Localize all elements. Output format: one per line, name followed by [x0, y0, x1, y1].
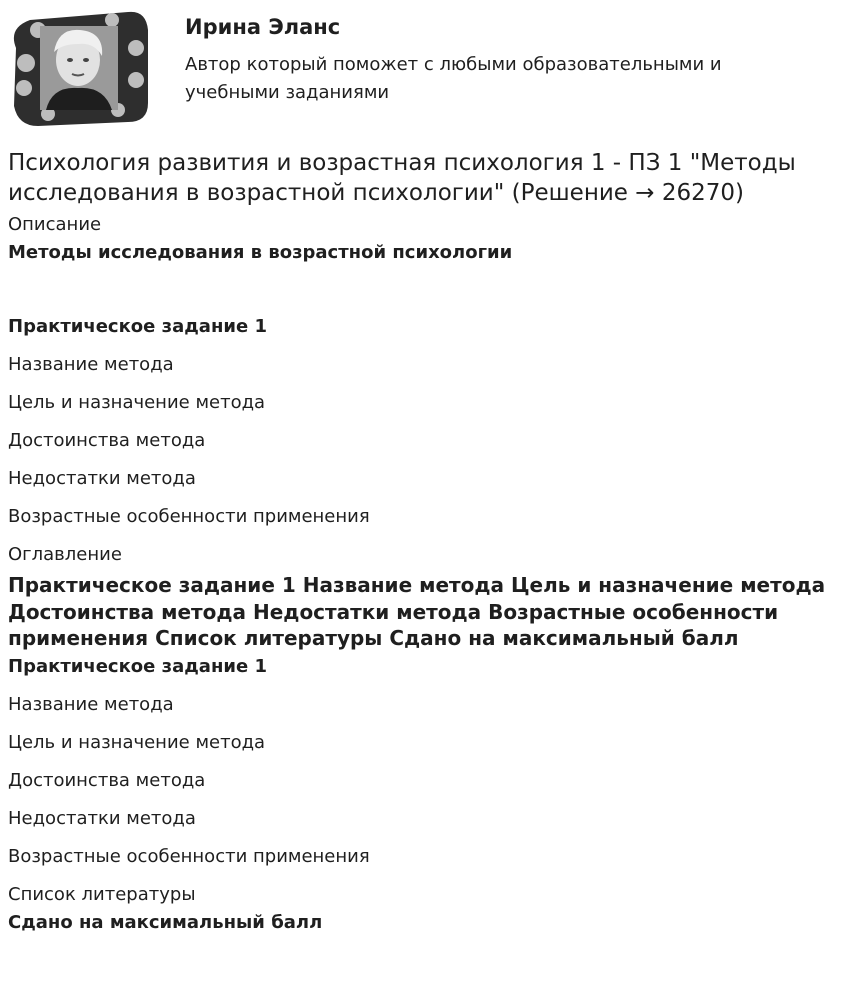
section2-item: Возрастные особенности применения	[8, 845, 370, 867]
section2-item: Цель и назначение метода	[8, 731, 266, 753]
work-content	[8, 148, 838, 934]
section2-item: Достоинства метода	[8, 769, 206, 791]
section2-footer: Сдано на максимальный балл	[8, 911, 323, 933]
section1-item: Возрастные особенности применения	[8, 506, 370, 527]
author-card	[0, 0, 847, 140]
section1-item: Недостатки метода	[8, 468, 196, 489]
section1-heading: Практическое задание 1	[8, 316, 267, 337]
toc-text: Практическое задание 1 Название метода Цель и назначение метода Достоинства метода Недостатки метода Возрастные особенности применения Список литературы Сдано на максимальный балл	[8, 573, 826, 650]
description-heading: Методы исследования в возрастной психологии	[8, 242, 513, 263]
page-title: Психология развития и возрастная психология 1 - ПЗ 1 "Методы исследования в возрастной психологии" (Решение → 26270)	[8, 150, 796, 206]
spacer	[8, 264, 838, 316]
section1-item: Название метода	[8, 354, 174, 375]
section2-heading: Практическое задание 1	[8, 655, 267, 677]
avatar	[8, 8, 150, 126]
section2-item: Название метода	[8, 693, 174, 715]
author-description: Автор который поможет с любыми образовательными и учебными заданиями	[185, 54, 722, 103]
author-name[interactable]: Ирина Эланс	[185, 15, 341, 39]
section2-item: Список литературы	[8, 883, 196, 905]
section2-item: Недостатки метода	[8, 807, 196, 829]
description-label: Описание	[8, 214, 102, 235]
section1-item: Достоинства метода	[8, 430, 206, 451]
toc-label: Оглавление	[8, 544, 122, 565]
section1-item: Цель и назначение метода	[8, 392, 266, 413]
